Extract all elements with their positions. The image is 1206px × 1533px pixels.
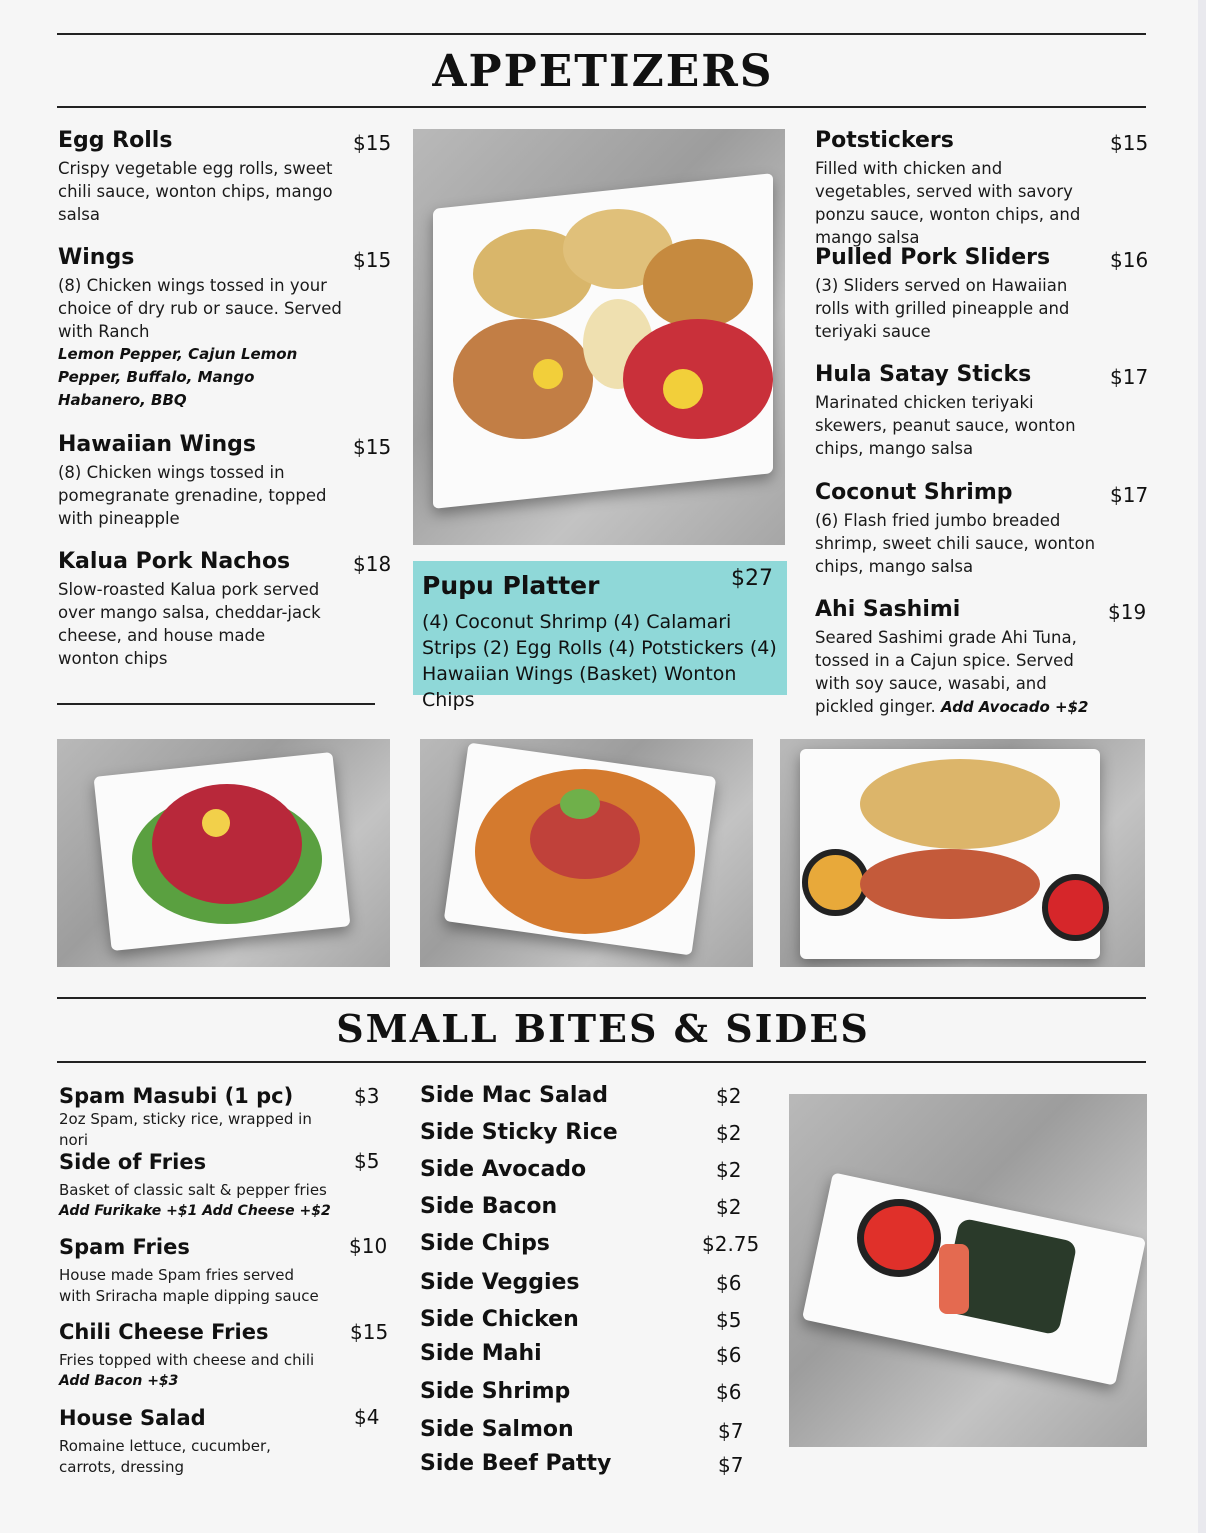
side-item-name: Side Mac Salad xyxy=(420,1083,608,1108)
item-price: $15 xyxy=(353,435,392,459)
menu-item-house-salad xyxy=(59,1406,344,1478)
menu-item-kalua-pork-nachos xyxy=(58,549,348,670)
item-price: $15 xyxy=(1110,131,1149,155)
side-item-name: Side Chips xyxy=(420,1231,550,1256)
menu-item-spam-masubi xyxy=(59,1084,344,1151)
menu-item-side-of-fries xyxy=(59,1150,344,1222)
menu-item-egg-rolls xyxy=(58,128,348,226)
side-item-price: $2.75 xyxy=(702,1232,760,1256)
side-item-name: Side Beef Patty xyxy=(420,1451,612,1476)
item-description: Marinated chicken teriyaki skewers, peanut sauce, wonton chips, mango salsa xyxy=(815,393,1076,458)
item-name: Side of Fries xyxy=(59,1150,207,1174)
item-name: Egg Rolls xyxy=(58,128,173,153)
appetizers-title: APPETIZERS xyxy=(432,46,774,97)
menu-item-hula-satay-sticks xyxy=(815,362,1105,460)
item-description: (6) Flash fried jumbo breaded shrimp, sweet chili sauce, wonton chips, mango salsa xyxy=(815,511,1096,576)
side-item-name: Side Sticky Rice xyxy=(420,1120,618,1145)
side-item-name: Side Shrimp xyxy=(420,1379,571,1404)
item-price: $15 xyxy=(353,248,392,272)
menu-item-potstickers xyxy=(815,128,1105,249)
item-description: Basket of classic salt & pepper fries xyxy=(59,1181,327,1199)
side-item-price: $5 xyxy=(716,1308,742,1332)
item-description: Slow-roasted Kalua pork served over mango salsa, cheddar-jack cheese, and house made wonton chips xyxy=(58,580,321,668)
item-price: $10 xyxy=(349,1234,388,1258)
side-item-price: $6 xyxy=(716,1271,742,1295)
item-description: 2oz Spam, sticky rice, wrapped in nori xyxy=(59,1110,312,1149)
left-column-rule xyxy=(57,703,375,705)
item-price: $17 xyxy=(1110,483,1149,507)
side-item-name: Side Avocado xyxy=(420,1157,587,1182)
side-item-price: $6 xyxy=(716,1380,742,1404)
small-bites-title-rule xyxy=(57,1061,1146,1063)
item-options: Add Bacon +$3 xyxy=(59,1373,179,1389)
item-options: Add Furikake +$1 Add Cheese +$2 xyxy=(59,1203,331,1219)
item-name: Pupu Platter xyxy=(422,571,600,600)
pupu-platter-box xyxy=(413,561,787,711)
side-item-price: $6 xyxy=(716,1343,742,1367)
side-item-name: Side Mahi xyxy=(420,1341,542,1366)
top-rule xyxy=(57,33,1146,35)
item-price: $15 xyxy=(353,131,392,155)
side-item-name: Side Bacon xyxy=(420,1194,558,1219)
item-price: $19 xyxy=(1108,600,1147,624)
item-name: Potstickers xyxy=(815,128,954,153)
item-description: House made Spam fries served with Sriracha maple dipping sauce xyxy=(59,1266,319,1305)
item-price: $27 xyxy=(731,566,773,591)
side-item-price: $2 xyxy=(716,1158,742,1182)
item-name: Spam Fries xyxy=(59,1235,190,1259)
menu-item-hawaiian-wings xyxy=(58,432,348,530)
item-price: $15 xyxy=(350,1320,389,1344)
item-name: Spam Masubi (1 pc) xyxy=(59,1084,294,1108)
kalua-pork-nachos-photo xyxy=(420,739,753,967)
item-description: (4) Coconut Shrimp (4) Calamari Strips (2) Egg Rolls (4) Potstickers (4) Hawaiian Wings (Basket) Wonton Chips xyxy=(422,611,777,711)
item-name: Ahi Sashimi xyxy=(815,597,961,622)
side-item-price: $7 xyxy=(718,1419,744,1443)
item-name: Coconut Shrimp xyxy=(815,480,1013,505)
item-options: Add Avocado +$2 xyxy=(941,698,1089,716)
item-name: Hula Satay Sticks xyxy=(815,362,1032,387)
menu-item-pulled-pork-sliders xyxy=(815,245,1105,343)
side-item-name: Side Salmon xyxy=(420,1417,574,1442)
item-description: (8) Chicken wings tossed in pomegranate grenadine, topped with pineapple xyxy=(58,463,327,528)
item-name: Kalua Pork Nachos xyxy=(58,549,291,574)
menu-item-spam-fries xyxy=(59,1235,344,1307)
item-description: Fries topped with cheese and chili xyxy=(59,1351,315,1369)
item-description: (3) Sliders served on Hawaiian rolls with grilled pineapple and teriyaki sauce xyxy=(815,276,1070,341)
menu-item-wings xyxy=(58,245,348,412)
item-name: Chili Cheese Fries xyxy=(59,1320,269,1344)
menu-item-coconut-shrimp xyxy=(815,480,1105,578)
menu-item-chili-cheese-fries xyxy=(59,1320,344,1392)
item-description: Filled with chicken and vegetables, served with savory ponzu sauce, wonton chips, and mango salsa xyxy=(815,159,1081,247)
appetizers-title-rule xyxy=(57,106,1146,108)
side-item-price: $2 xyxy=(716,1084,742,1108)
side-item-name: Side Veggies xyxy=(420,1270,580,1295)
side-item-name: Side Chicken xyxy=(420,1307,579,1332)
item-price: $3 xyxy=(354,1084,380,1108)
item-price: $5 xyxy=(354,1149,380,1173)
menu-item-ahi-sashimi xyxy=(815,597,1105,719)
item-name: House Salad xyxy=(59,1406,206,1430)
item-price: $16 xyxy=(1110,248,1149,272)
small-bites-top-rule xyxy=(57,997,1146,999)
item-description: (8) Chicken wings tossed in your choice of dry rub or sauce. Served with Ranch xyxy=(58,276,342,341)
pupu-platter-photo xyxy=(413,129,785,545)
item-name: Hawaiian Wings xyxy=(58,432,256,457)
item-price: $4 xyxy=(354,1405,380,1429)
item-description: Romaine lettuce, cucumber, carrots, dressing xyxy=(59,1437,271,1476)
hawaiian-wings-photo xyxy=(57,739,390,967)
item-name: Wings xyxy=(58,245,135,270)
item-price: $18 xyxy=(353,552,392,576)
item-description xyxy=(815,626,1100,719)
page-edge xyxy=(1198,0,1206,1533)
coconut-shrimp-photo xyxy=(780,739,1145,967)
item-price: $17 xyxy=(1110,365,1149,389)
item-name: Pulled Pork Sliders xyxy=(815,245,1051,270)
side-item-price: $2 xyxy=(716,1195,742,1219)
item-options: Lemon Pepper, Cajun Lemon Pepper, Buffalo, Mango Habanero, BBQ xyxy=(58,345,298,409)
item-description-text: Seared Sashimi grade Ahi Tuna, tossed in a Cajun spice. Served with soy sauce, wasabi, and pickled ginger. xyxy=(815,628,1077,716)
small-bites-title: SMALL BITES & SIDES xyxy=(336,1006,870,1051)
side-item-price: $7 xyxy=(718,1453,744,1477)
spam-musubi-photo xyxy=(789,1094,1147,1447)
item-description: Crispy vegetable egg rolls, sweet chili sauce, wonton chips, mango salsa xyxy=(58,159,333,224)
side-item-price: $2 xyxy=(716,1121,742,1145)
